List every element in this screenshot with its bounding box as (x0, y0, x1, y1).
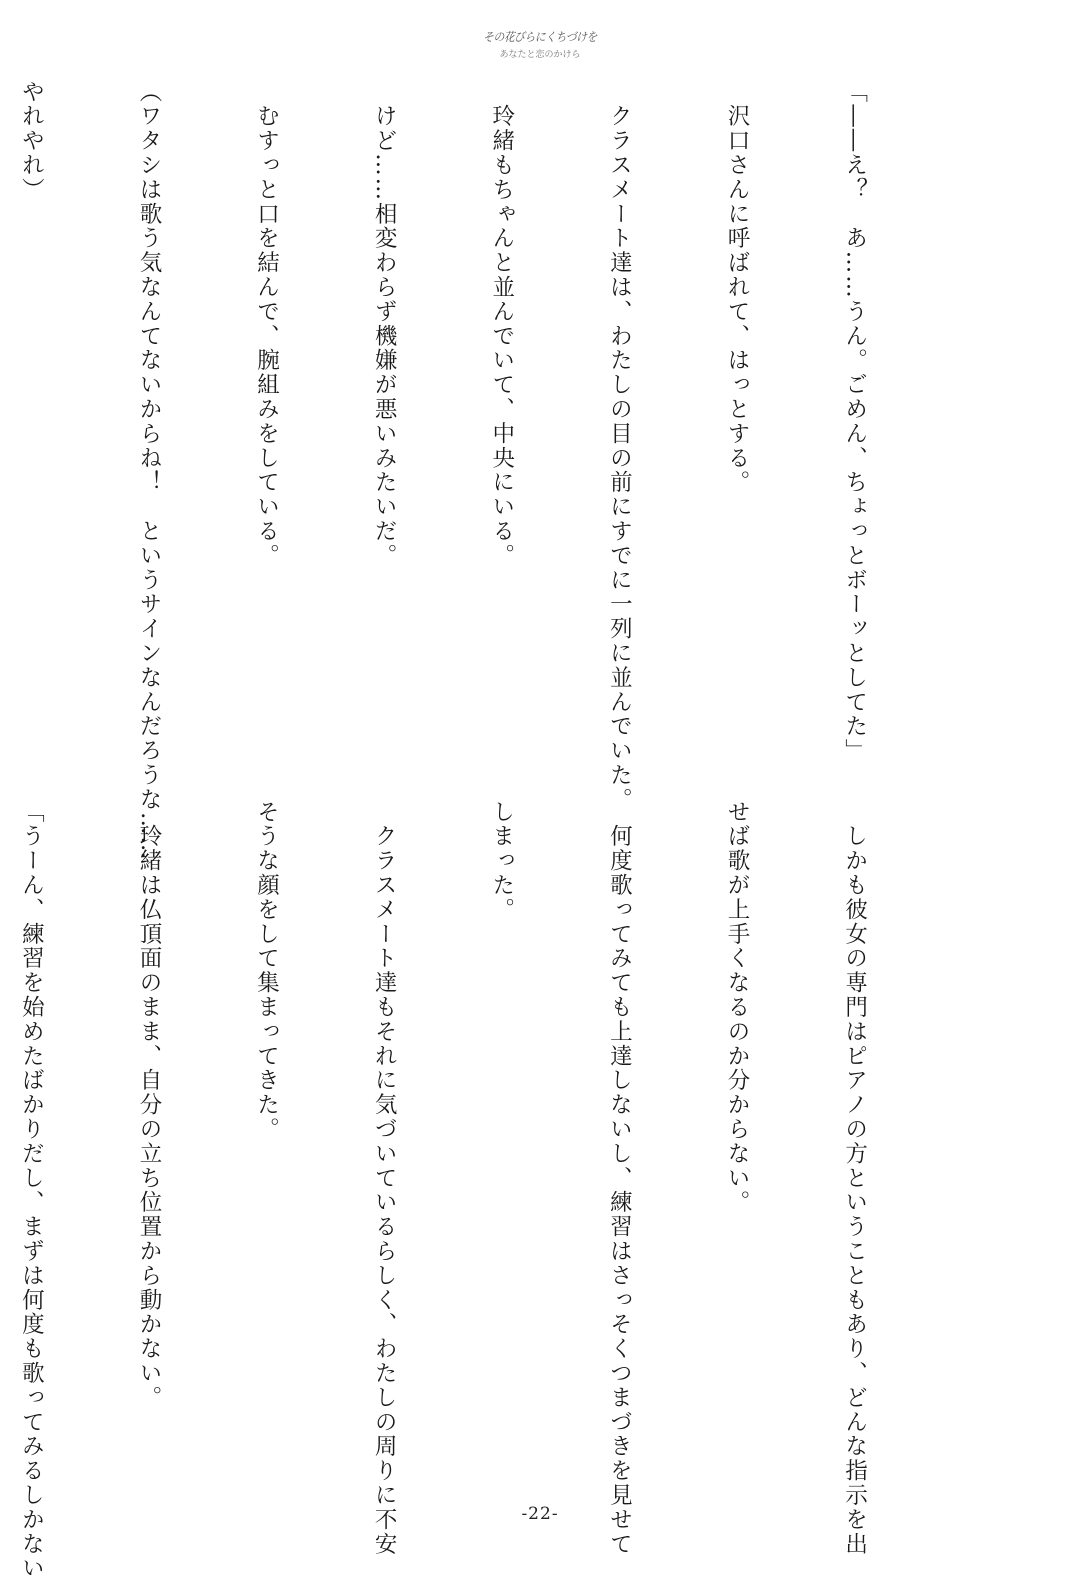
text-line: そうな顔をして集まってきた。 (253, 800, 280, 1142)
text-line: 何度歌ってみても上達しないし、練習はさっそくつまづきを見せて (606, 800, 633, 1557)
text-line: やれやれ） (18, 80, 45, 202)
text-line: 「――え？ あ……うん。ごめん、ちょっとボーッとしてた」 (841, 80, 868, 764)
text-line: 玲緒もちゃんと並んでいて、中央にいる。 (488, 80, 515, 568)
page-number: -22- (521, 1504, 559, 1524)
text-line: （ワタシは歌う気なんてないからね！ というサインなんだろうな…… (135, 80, 162, 861)
text-line: むすっと口を結んで、腕組みをしている。 (253, 80, 280, 568)
text-line: 玲緒は仏頂面のまま、自分の立ち位置から動かない。 (135, 800, 162, 1410)
text-line: しまった。 (488, 800, 515, 922)
text-line: クラスメート達もそれに気づいているらしく、わたしの周りに不安 (371, 800, 398, 1557)
text-line: せば歌が上手くなるのか分からない。 (723, 800, 750, 1215)
text-line: 「うーん、練習を始めたばかりだし、まずは何度も歌ってみるしかない (18, 800, 45, 1581)
text-line: しかも彼女の専門はピアノの方ということもあり、どんな指示を出 (841, 800, 868, 1557)
logo-subtitle: あなたと恋のかけら (499, 50, 581, 60)
text-line: けど……相変わらず機嫌が悪いみたいだ。 (371, 80, 398, 568)
text-line: クラスメート達は、わたしの目の前にすでに一列に並んでいた。 (606, 80, 633, 812)
text-line: 沢口さんに呼ばれて、はっとする。 (723, 80, 750, 495)
header-logo (470, 28, 610, 72)
logo-title: その花びらにくちづけを (483, 30, 597, 44)
